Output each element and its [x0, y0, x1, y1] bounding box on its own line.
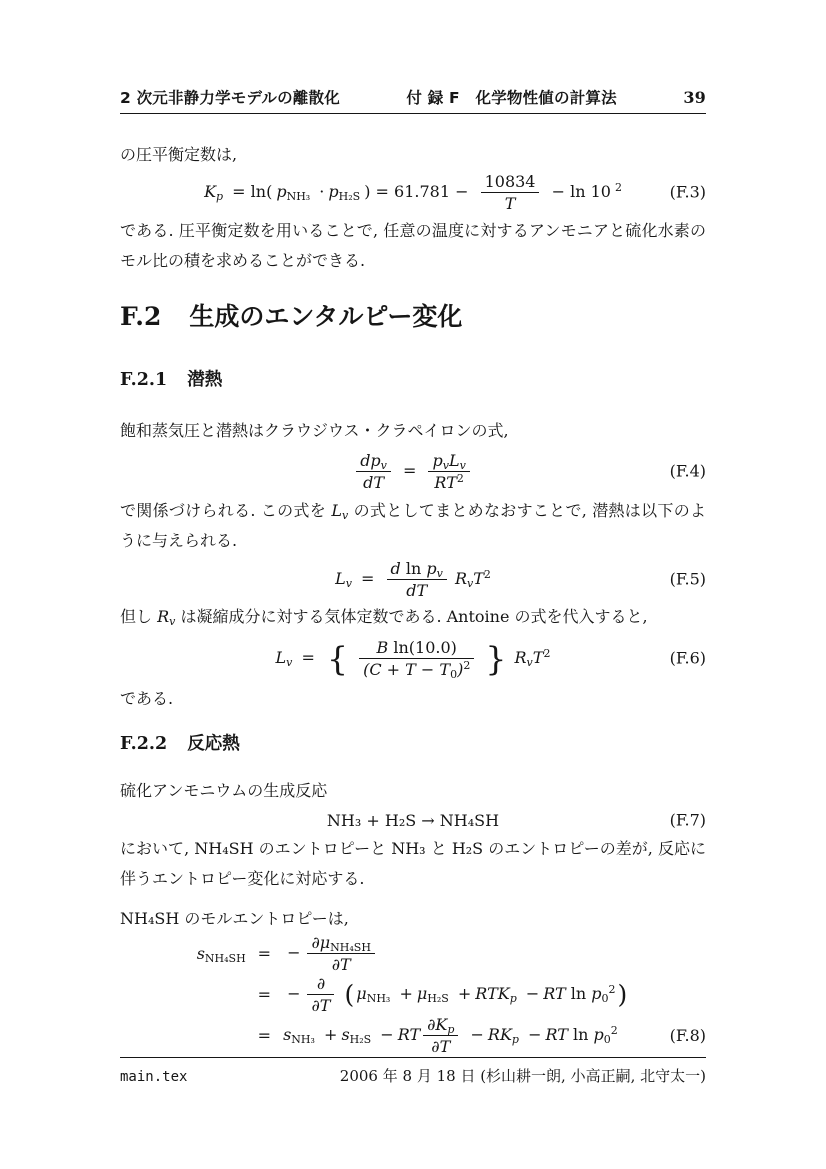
equation-f6-body — [275, 637, 551, 681]
math-sup: 2 — [463, 658, 471, 672]
equation-f5 — [120, 556, 706, 602]
math-fn: ln — [405, 558, 422, 578]
math-op: = — [257, 944, 272, 963]
equation-f6-label: (F.6) — [669, 648, 706, 668]
math-var: K — [204, 181, 217, 201]
math-sub: NH₃ — [286, 189, 311, 203]
page-number: 39 — [683, 88, 706, 107]
frac-den: T — [504, 193, 516, 213]
page-header — [120, 86, 706, 114]
math-var: p — [593, 1025, 604, 1044]
math-var: RT — [434, 472, 457, 492]
math-op: ) = 61.781 − — [364, 181, 469, 201]
math-frac — [307, 975, 334, 1014]
equation-f3 — [120, 170, 706, 214]
paragraph-latent-intro: 飽和蒸気圧と潜熱はクラウジウス・クラペイロンの式, — [120, 421, 509, 440]
footer-date-authors: 2006 年 8 月 18 日 (杉山耕一朗, 小高正嗣, 北守太一) — [339, 1067, 706, 1085]
equation-f3-body — [204, 173, 622, 212]
math-fn: ln — [570, 984, 587, 1003]
equation-f4-body — [353, 452, 473, 491]
math-var: R — [514, 647, 527, 667]
math-frac — [359, 637, 474, 681]
math-op: = — [301, 647, 315, 667]
math-frac — [428, 452, 469, 491]
frac-den: dT — [406, 580, 428, 600]
frac-den: ∂T — [331, 955, 351, 974]
math-sub: v — [380, 458, 387, 472]
math-var: RT — [545, 1025, 568, 1044]
math-var: T — [473, 568, 484, 588]
math-var: μ — [356, 984, 367, 1003]
math-op: = — [257, 985, 272, 1004]
footer-filename: main.tex — [120, 1069, 188, 1085]
math-sup: 2 — [614, 180, 622, 194]
math-sub: NH₃ — [366, 992, 391, 1006]
math-sub: v — [459, 458, 466, 472]
math-sup: 2 — [456, 471, 464, 485]
math-sub: p — [511, 1033, 519, 1047]
frac-den — [359, 658, 474, 681]
math-var: RT — [543, 984, 566, 1003]
equation-f8-row2 — [283, 975, 629, 1014]
frac-num — [359, 639, 474, 659]
equation-f5-body — [335, 560, 491, 599]
math-op: − — [287, 984, 301, 1003]
equation-f8-lhs — [197, 935, 246, 973]
section-number: F.2 — [120, 302, 162, 331]
math-op: + — [324, 1025, 338, 1044]
right-paren: ) — [617, 980, 628, 1009]
frac-num — [428, 452, 469, 472]
frac-den: ∂T — [311, 996, 331, 1015]
paragraph-after-f7: において, NH₄SH のエントロピーと NH₃ と H₂S のエントロピーの差が, 反応に伴うエントロピー変化に対応する. — [120, 839, 706, 888]
math-var: ∂K — [427, 1015, 448, 1034]
math-var: s — [196, 944, 205, 963]
math-fn: ln(10.0) — [393, 637, 457, 657]
text-run: は凝縮成分に対する気体定数である. Antoine の式を代入すると, — [175, 607, 648, 626]
math-op: − — [287, 943, 301, 962]
math-var: RK — [487, 1025, 512, 1044]
math-sub: v — [442, 458, 449, 472]
subsection-heading-f22 — [120, 732, 706, 756]
math-op: + — [457, 984, 472, 1003]
math-sub: p — [509, 992, 517, 1006]
equation-f6 — [120, 632, 706, 684]
frac-den: dT — [363, 472, 384, 492]
subsection-title: 潜熱 — [187, 370, 223, 390]
math-frac — [356, 452, 391, 491]
math-var: p — [328, 181, 339, 201]
paragraph-after-f6: である. — [120, 689, 174, 708]
math-var: T — [532, 647, 544, 667]
paragraph-reaction-intro: 硫化アンモニウムの生成反応 — [120, 781, 328, 800]
math-var: p — [591, 984, 602, 1003]
math-frac — [387, 560, 447, 599]
math-op: = ln( — [232, 181, 273, 201]
math-var: d — [390, 558, 401, 578]
frac-num — [307, 934, 374, 954]
math-op: · — [319, 181, 325, 201]
left-brace: { — [326, 638, 348, 678]
math-var: p — [426, 558, 437, 578]
math-frac — [307, 934, 374, 973]
math-var: RT — [397, 1025, 421, 1044]
paragraph-after-f5 — [120, 602, 706, 632]
math-sub: v — [467, 576, 474, 590]
math-op: = — [402, 460, 417, 480]
math-op: = — [257, 1026, 272, 1045]
math-var: ∂μ — [311, 933, 331, 952]
math-op: − ln 10 — [551, 181, 611, 201]
math-sub: NH₄SH — [204, 952, 246, 966]
math-var: R — [454, 568, 467, 588]
equation-f8-row3 — [283, 1016, 629, 1055]
equation-f8-row1 — [283, 934, 629, 973]
paragraph-after-f4 — [120, 496, 706, 556]
math-var: R — [157, 607, 170, 626]
equation-f8 — [120, 934, 706, 1055]
frac-den — [428, 472, 469, 491]
math-var: s — [341, 1025, 350, 1044]
math-frac — [481, 173, 540, 212]
subsection-number: F.2.1 — [120, 370, 168, 390]
frac-num — [423, 1016, 458, 1036]
paragraph-after-f3: である. 圧平衡定数を用いることで, 任意の温度に対するアンモニアと硫化水素のモル比の積を求めることができる. — [120, 221, 706, 270]
spacer — [197, 976, 246, 1014]
equation-f3-label: (F.3) — [669, 182, 706, 202]
math-sub: NH₄SH — [330, 941, 371, 955]
subsection-number: F.2.2 — [120, 734, 168, 754]
equation-f8-label: (F.8) — [669, 1026, 706, 1045]
math-var: (C + T − T — [363, 659, 451, 679]
equation-f7 — [120, 806, 706, 834]
paragraph-intro: の圧平衡定数は, — [120, 145, 238, 164]
math-sup: 2 — [483, 567, 491, 581]
math-sub: 0 — [601, 992, 609, 1006]
frac-num: ∂ — [307, 975, 334, 995]
math-sub: H₂S — [427, 992, 449, 1006]
equation-f5-label: (F.5) — [669, 569, 706, 589]
subsection-heading-f21 — [120, 368, 706, 392]
math-op: + — [399, 984, 413, 1003]
math-sup: 2 — [608, 982, 616, 996]
math-sub: 0 — [450, 667, 458, 681]
equation-f7-body: NH₃ + H₂S → NH₄SH — [326, 810, 500, 830]
section-title: 生成のエンタルピー変化 — [189, 302, 463, 331]
math-sub: v — [342, 509, 349, 523]
math-sub: H₂S — [349, 1033, 372, 1047]
math-sub: p — [216, 189, 224, 203]
spacer — [197, 1017, 246, 1055]
frac-num: 10834 — [481, 173, 540, 193]
math-var: L — [275, 647, 287, 667]
math-sup: 2 — [543, 646, 551, 660]
frac-num — [356, 452, 391, 472]
left-paren: ( — [344, 980, 355, 1009]
math-fn: ln — [573, 1025, 589, 1044]
math-sub: NH₃ — [291, 1033, 315, 1047]
math-sub: v — [526, 655, 533, 669]
appendix-title: 付 録 F 化学物性値の計算法 — [406, 89, 617, 107]
math-var: L — [331, 501, 343, 520]
math-op: − — [528, 1025, 542, 1044]
equation-f4 — [120, 446, 706, 496]
math-op: − — [380, 1025, 394, 1044]
paragraph-molar-entropy: NH₄SH のモルエントロピーは, — [120, 909, 349, 928]
math-var: p — [276, 181, 287, 201]
frac-den: ∂T — [431, 1037, 451, 1056]
page-content — [120, 86, 706, 1055]
math-var: L — [448, 450, 460, 470]
math-sub: p — [447, 1023, 455, 1037]
math-sub: H₂S — [338, 189, 361, 203]
frac-num — [387, 560, 447, 580]
math-op: − — [525, 984, 540, 1003]
section-heading-f2 — [120, 300, 706, 334]
math-var: s — [283, 1025, 292, 1044]
doc-title: 2 次元非静力学モデルの離散化 — [120, 89, 340, 107]
math-sub: v — [169, 615, 176, 629]
math-var: ) — [457, 659, 464, 679]
math-op: = — [361, 568, 375, 588]
equation-f4-label: (F.4) — [669, 461, 706, 481]
math-sub: 0 — [603, 1033, 611, 1047]
text-run: で関係づけられる. この式を — [120, 501, 332, 520]
math-sub: v — [436, 566, 443, 580]
math-var: L — [335, 568, 346, 588]
math-sub: v — [286, 655, 293, 669]
math-var: B — [376, 637, 389, 657]
subsection-title: 反応熱 — [187, 734, 240, 754]
text-run: の式としてまとめなおすことで, 潜熱は以下のように与えられる. — [120, 501, 706, 550]
math-sub: v — [345, 576, 352, 590]
text-run: 但し — [120, 607, 158, 626]
equation-f7-label: (F.7) — [669, 810, 706, 830]
math-var: dp — [360, 450, 381, 470]
math-frac — [423, 1016, 458, 1055]
math-var: p — [432, 450, 443, 470]
math-var: RTK — [475, 984, 510, 1003]
math-op: − — [470, 1025, 484, 1044]
math-var: μ — [416, 984, 428, 1003]
page-footer — [120, 1057, 706, 1086]
right-brace: } — [485, 638, 507, 678]
math-sup: 2 — [610, 1023, 618, 1037]
